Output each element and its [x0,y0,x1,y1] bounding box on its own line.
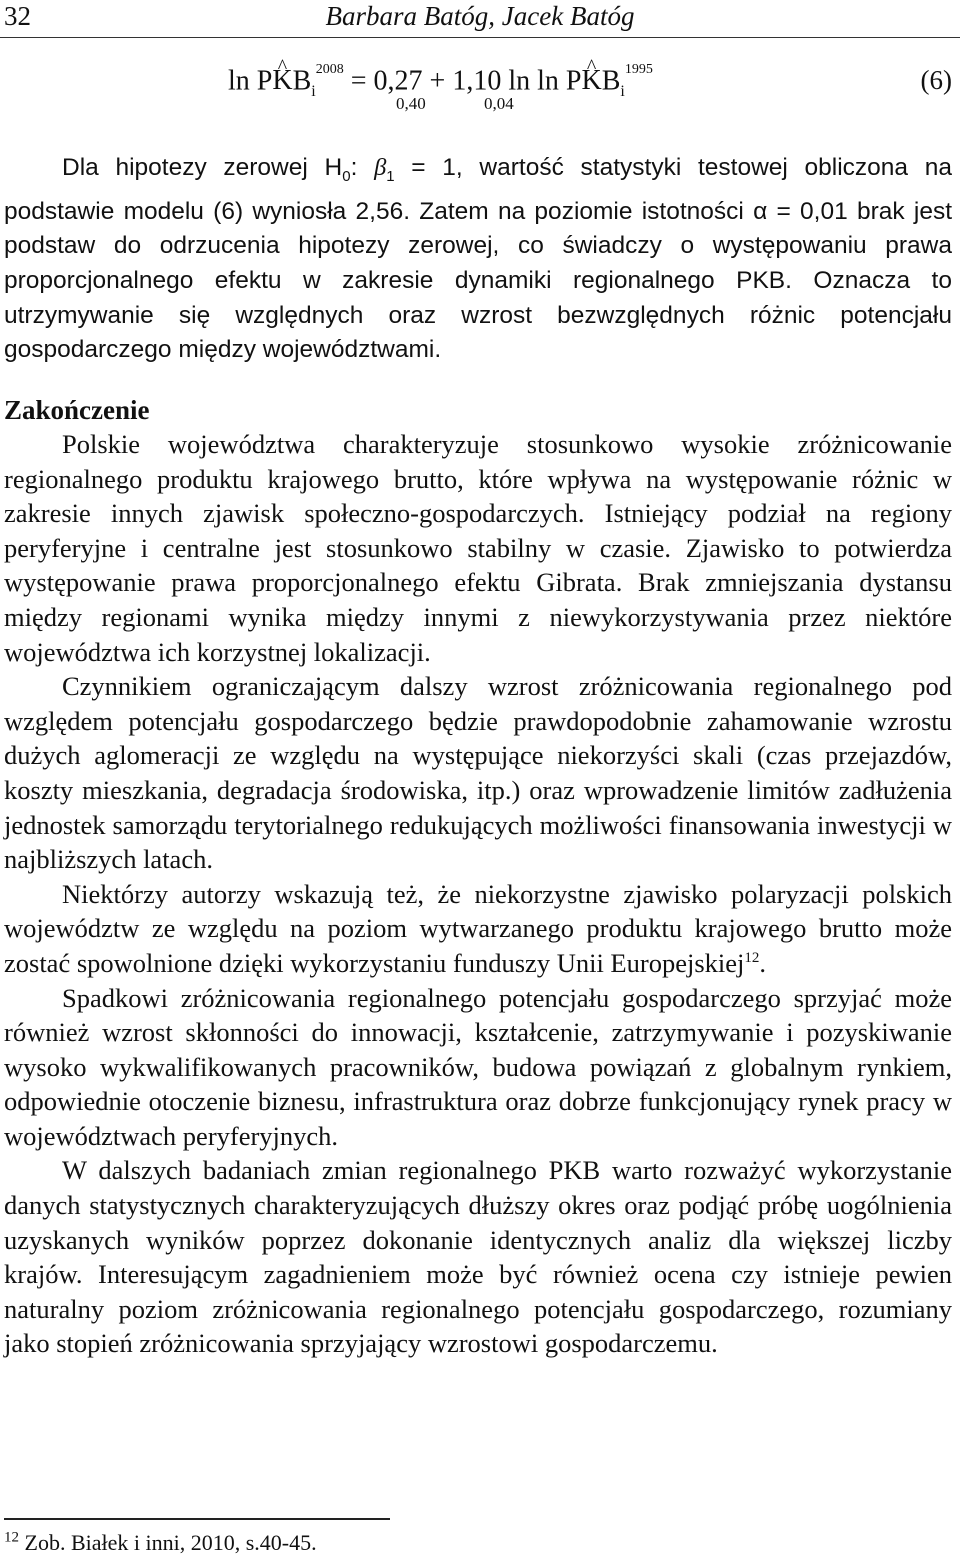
eq-equals: = [343,65,374,97]
eq-coef: 1,10 [452,65,502,97]
conclusion-paragraph-3 [4,877,952,981]
eq-lhs-b: B [292,65,312,97]
section-heading: Zakończenie [4,395,150,425]
beta-sub: 1 [386,167,395,185]
conclusion-paragraph-4: Spadkowi zróżnicowania regionalnego potencjału gospodarczego sprzyjać może również wzrost skłonności do innowacji, kształcenie, zatrzymywanie i pozyskiwanie wysoko wykwalifikowanych pracowników, budowa powiązań z globalnym rynkiem, odpowiednie otoczenie biznesu, infrastruktura oraz dobrze funkcjonujący rynek pracy w województwach peryferyjnych. [4,982,952,1151]
footnote-ref-12: 12 [744,950,760,967]
running-head: Barbara Batóg, Jacek Batóg [325,1,635,31]
footnote-text: Zob. Białek i inni, 2010, s.40-45. [19,1530,317,1555]
eq-rhs-b: B [601,65,621,97]
eq-rhs-sub: i [620,82,625,100]
eq-lhs-ln: ln P [228,65,273,97]
equation-number: (6) [920,65,952,95]
conclusion-paragraph-2: Czynnikiem ograniczającym dalszy wzrost zróżnicowania regionalnego pod względem potencjału gospodarczego będzie prawdopodobnie zahamowanie wzrostu dużych aglomeracji ze względu na występujące niekorzyści skali (czas przejazdów, koszty mieszkania, degradacja środowiska, itp.) oraz wprowadzenie limitów zadłużenia jednostek samorządu terytorialnego redukujących możliwości finansowania inwestycji w najbliższych latach. [4,671,952,875]
eq-se-const: 0,40 [396,94,426,113]
page-number: 32 [4,1,31,31]
conclusion-paragraph-1: Polskie województwa charakteryzuje stosunkowo wysokie zróżnicowanie regionalnego produktu krajowego brutto, które wpływa na występowanie różnic w zakresie innych zjawisk społeczno-gospodarczych. Istniejący podział na regiony peryferyjne i centralne jest stosunkowo stabilny w czasie. Zjawisko to potwierdza występowanie prawa proporcjonalnego efektu Gibrata. Brak zmniejszania dystansu między regionami wynika między innymi z niewykorzystywania przez niektóre województwa ich korzystnej lokalizacji. [4,429,952,667]
equation-main [228,60,653,108]
conclusion-paragraph-5: W dalszych badaniach zmian regionalnego PKB warto rozważyć wykorzystanie danych statystycznych charakteryzujących dłuższy okres oraz podjąć próbę uogólnienia uzyskanych wyników poprzez dokonanie identycznych analiz dla większej liczby krajów. Interesującym zagadnieniem może być również ocena czy istnieje pewien naturalny poziom zróżnicowania regionalnego potencjału gospodarczego, rozumiany jako stopień zróżnicowania sprzyjający wzrostowi gospodarczemu. [4,1155,952,1359]
footnote-12 [4,1528,317,1558]
p3-end: . [759,947,766,978]
hypothesis-paragraph [4,151,952,368]
eq-rhs-k-hat: ^ K [581,65,601,97]
conclusion-body [4,427,952,1361]
equation-6 [228,52,960,122]
para1-text-c: = 1, wartość statystyki testowej obliczona na podstawie modelu (6) wyniosła 2,56. Zatem na poziomie istotności α = 0,01 brak jest podstaw do odrzucenia hipotezy zerowej, co świadczy o występowaniu prawa proporcjonalnego efektu w zakresie dynamiki regionalnego PKB. Oznacza to utrzymywanie się względnych oraz wzrost bezwzględnych różnic potencjału gospodarczego między województwami. [4,154,952,364]
eq-const: 0,27 [373,65,423,97]
para1-text-a: Dla hipotezy zerowej H [62,154,343,181]
eq-lhs-k-hat: ^ K [272,65,292,97]
para1-h0-sub: 0 [342,167,351,185]
eq-rhs-ln: ln ln P [501,65,582,97]
eq-plus: + [422,65,453,97]
footnote-rule [4,1518,390,1520]
para1-text-b: : [350,154,375,181]
eq-lhs-sub: i [311,82,316,100]
p3-text: Niektórzy autorzy wskazują też, że niekorzystne zjawisko polaryzacji polskich województw ze względu na poziom wytwarzanego produktu krajowego brutto może zostać spowolnione dzięki wykorzystaniu funduszy Unii Europejskiej [4,878,952,978]
eq-lhs-sup: 2008 [315,62,344,77]
header-rule [0,37,960,38]
footnote-number: 12 [4,1529,19,1546]
eq-rhs-sup: 1995 [624,62,653,77]
beta-symbol: β [374,154,387,181]
eq-se-coef: 0,04 [484,94,514,113]
